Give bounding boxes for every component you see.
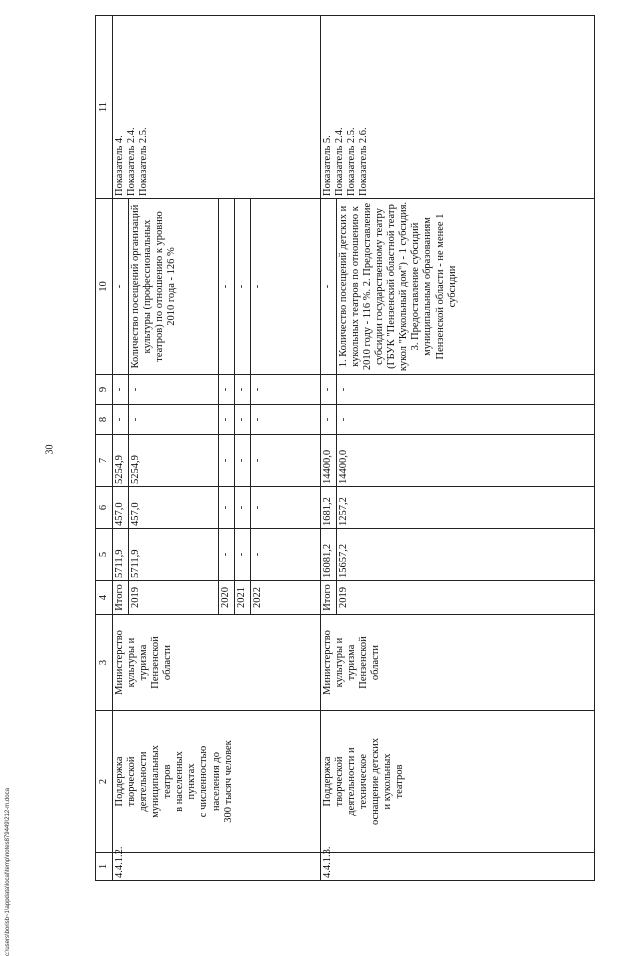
indicator-cell: Показатель 5. Показатель 2.4. Показатель 2.5. Показатель 2.6. <box>321 16 595 199</box>
header-cell: 5 <box>96 529 113 581</box>
value-cell: 14400,0 <box>321 435 337 487</box>
value-cell: - <box>321 405 337 435</box>
value-cell: - <box>219 405 235 435</box>
value-cell: - <box>235 529 251 581</box>
value-cell: - <box>219 529 235 581</box>
value-cell: - <box>251 487 321 529</box>
value-cell: - <box>235 435 251 487</box>
value-cell: 1681,2 <box>321 487 337 529</box>
value-cell: - <box>219 375 235 405</box>
year-cell: 2021 <box>235 581 251 615</box>
value-cell: - <box>251 405 321 435</box>
value-cell: - <box>219 435 235 487</box>
value-cell: 5711,9 <box>113 529 129 581</box>
footer-file-path: c:\users\borisb~1\appdata\local\temp\notes879449\212-m.doca <box>5 788 11 956</box>
value-cell: - <box>219 487 235 529</box>
value-cell: 1257,2 <box>337 487 595 529</box>
program-table <box>95 15 595 881</box>
year-cell: 2019 <box>129 581 219 615</box>
result-cell: - <box>321 199 337 375</box>
value-cell: 5254,9 <box>129 435 219 487</box>
rotated-table-area <box>95 16 595 881</box>
result-cell: - <box>219 199 235 375</box>
year-cell: Итого <box>113 581 129 615</box>
header-row <box>96 16 113 881</box>
header-cell: 4 <box>96 581 113 615</box>
value-cell: - <box>235 405 251 435</box>
year-cell: 2019 <box>337 581 595 615</box>
header-cell: 3 <box>96 615 113 711</box>
year-cell: 2020 <box>219 581 235 615</box>
header-cell: 7 <box>96 435 113 487</box>
header-cell: 11 <box>96 16 113 199</box>
value-cell: - <box>113 375 129 405</box>
value-cell: - <box>251 529 321 581</box>
value-cell: - <box>321 375 337 405</box>
responsible-ministry: Министерство культуры и туризма Пензенской области <box>113 615 321 711</box>
measure-name: Поддержка творческой деятельности и техническое оснащение детских и кукольных театров <box>321 711 595 853</box>
header-cell: 8 <box>96 405 113 435</box>
page-number: 30 <box>44 444 56 455</box>
value-cell: - <box>113 405 129 435</box>
value-cell: 457,0 <box>113 487 129 529</box>
table-row <box>113 16 129 881</box>
result-cell: 1. Количество посещений детских и кукольных театров по отношению к 2010 году - 116 %. 2. Предоставление субсидии государственному театру (ГБУК "Пензенский областной театр кукол "Кукольный дом") - 1 субсидия. 3. Предоставление субсидий муниципальным образованиям Пензенской области - не менее 1 субсидии <box>337 199 595 375</box>
measure-name: Поддержка творческой деятельности муниципальных театров в населенных пунктах с численностью населения до 300 тысяч человек <box>113 711 321 853</box>
value-cell: - <box>235 487 251 529</box>
result-cell: - <box>235 199 251 375</box>
value-cell: - <box>129 405 219 435</box>
value-cell: - <box>129 375 219 405</box>
result-cell: - <box>251 199 321 375</box>
result-cell: - <box>113 199 129 375</box>
header-cell: 1 <box>96 853 113 881</box>
value-cell: - <box>337 375 595 405</box>
row-code: 4.4.1.2. <box>113 853 321 881</box>
value-cell: 5254,9 <box>113 435 129 487</box>
header-cell: 9 <box>96 375 113 405</box>
header-cell: 2 <box>96 711 113 853</box>
value-cell: - <box>337 405 595 435</box>
value-cell: - <box>251 375 321 405</box>
value-cell: 5711,9 <box>129 529 219 581</box>
value-cell: 14400,0 <box>337 435 595 487</box>
value-cell: 15657,2 <box>337 529 595 581</box>
indicator-cell: Показатель 4. Показатель 2.4. Показатель 2.5. <box>113 16 321 199</box>
value-cell: 16081,2 <box>321 529 337 581</box>
value-cell: - <box>235 375 251 405</box>
header-cell: 10 <box>96 199 113 375</box>
year-cell: 2022 <box>251 581 321 615</box>
value-cell: 457,0 <box>129 487 219 529</box>
table-row <box>321 16 337 881</box>
responsible-ministry: Министерство культуры и туризма Пензенской области <box>321 615 595 711</box>
value-cell: - <box>251 435 321 487</box>
year-cell: Итого <box>321 581 337 615</box>
row-code: 4.4.1.3. <box>321 853 595 881</box>
result-cell: Количество посещений организаций культуры (профессиональных театров) по отношению к уровню 2010 года - 126 % <box>129 199 219 375</box>
header-cell: 6 <box>96 487 113 529</box>
